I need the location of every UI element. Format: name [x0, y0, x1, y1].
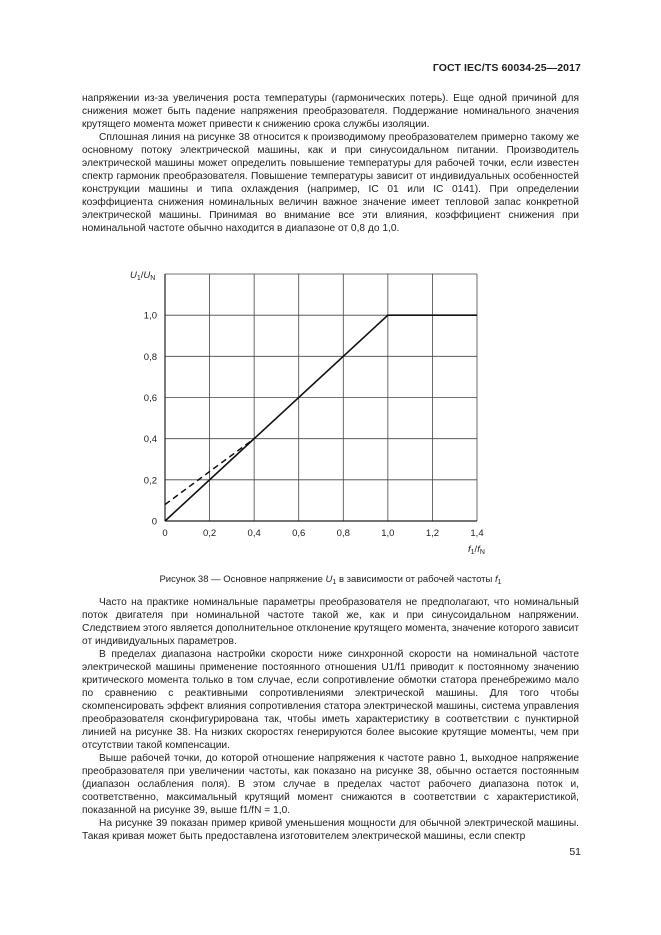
text-block-bottom [82, 596, 579, 843]
x-axis-label: $f_1/f_N$ [468, 544, 485, 556]
y-tick-label: 1,0 [143, 310, 157, 322]
x-tick-label: 0,2 [202, 528, 217, 539]
y-axis-label: $U_1/U_N$ [130, 270, 156, 282]
x-tick-label: 1,4 [470, 528, 484, 539]
caption-var: U [325, 574, 333, 585]
paragraph: В пределах диапазона настройки скорости ниже синхронной скорости на номинальной частоте электрической машины применение постоянного отношения U1/f1 приводит к постоянному значению критического момента только в том случае, если сопротивление обмотки статора пренебрежимо мало по сравнению с реактивными сопротивлениями электрической машины. Для того чтобы скомпенсировать эффект влияния сопротивления статора электрической машины, система управления преобразователя сконфигурирована так, чтобы иметь характеристику в соответствии с пунктирной линией на рисунке 38. На низких скоростях генерируются более высокие крутящие моменты, чем при отсутствии такой компенсации. [82, 649, 579, 751]
paragraph: Выше рабочей точки, до которой отношение напряжения к частоте равно 1, выходное напряжение преобразователя при увеличении частоты, как показано на рисунке 38, обычно остается постоянным (диапазон ослабления поля). В этом случае в пределах частот рабочего диапазона поток и, соответственно, максимальный крутящий момент снижаются в соответствии с характеристикой, показанной на рисунке 39, выше f1/fN = 1,0. [82, 753, 579, 816]
y-tick-label: 0 [151, 516, 157, 528]
y-tick-label: 0,2 [143, 475, 157, 487]
series-line-solid [165, 315, 477, 521]
paragraph: Часто на практике номинальные параметры преобразователя не предполагают, что номинальный поток двигателя при номинальной частоте такой же, как и при синусоидальном напряжении. Следствием этого является дополнительное отклонение крутящего момента, значение которого зависит от индивидуальных параметров. [82, 597, 579, 647]
caption-prefix: Рисунок 38 — Основное напряжение [159, 574, 326, 585]
x-tick-label: 0,6 [292, 528, 306, 539]
x-tick-label: 0,4 [247, 528, 261, 539]
figure-caption [0, 574, 661, 585]
chart-grid [165, 274, 477, 521]
x-tick-label: 1,2 [425, 528, 440, 539]
x-tick-label: 0,8 [336, 528, 350, 539]
caption-var2-sub: 1 [497, 579, 502, 586]
caption-var-sub: 1 [332, 579, 337, 586]
y-tick-label: 0,4 [143, 434, 157, 446]
paragraph: напряжении из-за увеличения роста температуры (гармонических потерь). Еще одной причиной для снижения может быть падение напряжения преобразователя. Поддержание номинального значения крутящего момента может привести к снижению срока службы изоляции. [82, 93, 579, 130]
caption-suffix: в зависимости от рабочей частоты [336, 574, 495, 585]
y-tick-label: 0,8 [143, 351, 157, 363]
document-header: ГОСТ IEC/TS 60034-25—2017 [432, 62, 581, 74]
x-tick-label: 0 [162, 528, 168, 539]
x-tick-label: 1,0 [381, 528, 395, 539]
chart-series [165, 315, 477, 521]
y-tick-label: 0,6 [143, 393, 157, 404]
paragraph: Сплошная линия на рисунке 38 относится к производимому преобразователем примерно такому же основному потоку электрической машины, как и при синусоидальном питании. Производитель электрической машины может определить повышение температуры для рабочей точки, если известен спектр гармоник преобразователя. Повышение температуры зависит от индивидуальных особенностей конструкции машины и типа охлаждения (например, IC 01 или IC 0141). При определении коэффициента снижения номинальных величин важное значение имеет тепловой запас конкретной электрической машины. Принимая во внимание все эти влияния, коэффициент снижения при номинальной частоте обычно находится в диапазоне от 0,8 до 1,0. [82, 132, 579, 234]
page-number: 51 [569, 846, 581, 858]
caption-var2: f [495, 574, 498, 585]
paragraph: На рисунке 39 показан пример кривой уменьшения мощности для обычной электрической машины. Такая кривая может быть предоставлена изготовителем электрической машины, если спектр [82, 818, 579, 842]
